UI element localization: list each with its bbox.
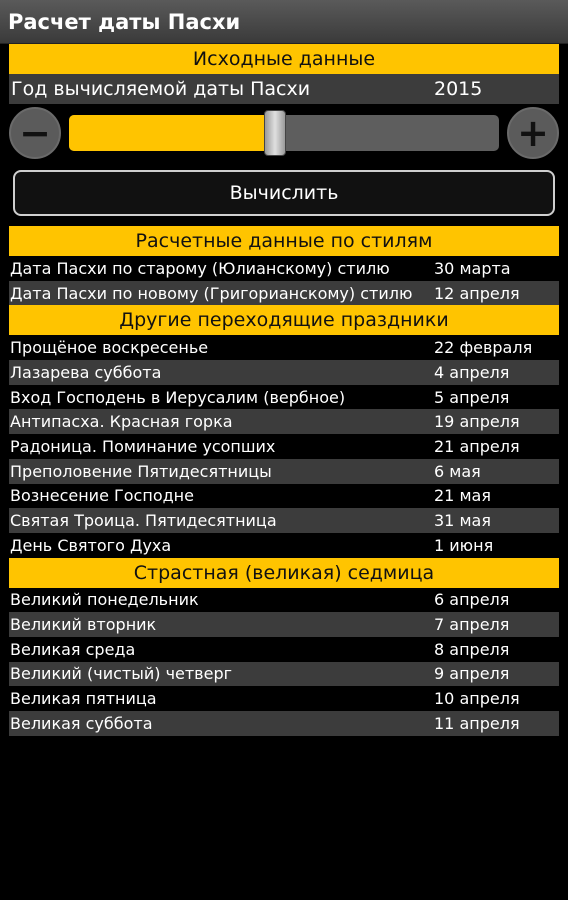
holidays-section-header: Другие переходящие праздники (9, 305, 559, 335)
item-date: 8 апреля (434, 639, 510, 659)
item-date: 4 апреля (434, 362, 510, 382)
item-date: 19 апреля (434, 412, 520, 432)
list-item (9, 256, 559, 281)
calculate-button[interactable]: Вычислить (13, 170, 555, 216)
item-date: 11 апреля (434, 713, 520, 733)
input-section-header: Исходные данные (9, 44, 559, 74)
passion-week-list (9, 588, 559, 736)
item-label: Дата Пасхи по старому (Юлианскому) стилю (10, 258, 390, 278)
year-row (9, 74, 559, 104)
list-item (9, 459, 559, 484)
item-label: Великий вторник (10, 615, 157, 635)
item-label: Великий (чистый) четверг (10, 664, 233, 684)
item-label: Вход Господень в Иерусалим (вербное) (10, 387, 346, 407)
item-date: 9 апреля (434, 664, 510, 684)
list-item (9, 281, 559, 306)
item-label: Великий понедельник (10, 590, 199, 610)
item-label: Дата Пасхи по новому (Григорианскому) стилю (10, 283, 413, 303)
app-title: Расчет даты Пасхи (8, 9, 241, 34)
list-item (9, 335, 559, 360)
item-label: Преполовение Пятидесятницы (10, 461, 272, 481)
list-item (9, 434, 559, 459)
item-label: Великая среда (10, 639, 136, 659)
year-label: Год вычисляемой даты Пасхи (11, 78, 311, 100)
item-date: 31 мая (434, 511, 491, 531)
item-date: 10 апреля (434, 689, 520, 709)
item-label: Вознесение Господне (10, 486, 194, 506)
item-date: 6 мая (434, 461, 481, 481)
minus-icon: − (19, 111, 51, 155)
year-slider[interactable] (69, 115, 499, 151)
item-date: 1 июня (434, 535, 494, 555)
year-value: 2015 (434, 78, 483, 100)
slider-fill (69, 115, 275, 151)
list-item (9, 533, 559, 558)
decrement-button[interactable] (9, 107, 61, 159)
item-label: Великая суббота (10, 713, 153, 733)
list-item (9, 508, 559, 533)
item-date: 30 марта (434, 258, 511, 278)
item-label: День Святого Духа (10, 535, 172, 555)
main-content (0, 44, 568, 736)
list-item (9, 637, 559, 662)
item-label: Антипасха. Красная горка (10, 412, 233, 432)
list-item (9, 612, 559, 637)
styles-list (9, 256, 559, 305)
item-label: Радоница. Поминание усопших (10, 436, 276, 456)
item-date: 21 мая (434, 486, 491, 506)
item-label: Прощёное воскресенье (10, 338, 209, 358)
passion-section-header: Страстная (великая) седмица (9, 558, 559, 588)
styles-section-header: Расчетные данные по стилям (9, 226, 559, 256)
list-item (9, 360, 559, 385)
list-item (9, 662, 559, 687)
list-item (9, 484, 559, 509)
list-item (9, 711, 559, 736)
list-item (9, 686, 559, 711)
year-slider-row (9, 104, 559, 162)
item-date: 6 апреля (434, 590, 510, 610)
holidays-list (9, 335, 559, 557)
item-label: Великая пятница (10, 689, 157, 709)
title-bar (0, 0, 568, 44)
increment-button[interactable] (507, 107, 559, 159)
list-item (9, 385, 559, 410)
item-date: 5 апреля (434, 387, 510, 407)
item-date: 7 апреля (434, 615, 510, 635)
list-item (9, 409, 559, 434)
item-date: 12 апреля (434, 283, 520, 303)
slider-thumb[interactable] (264, 110, 286, 156)
plus-icon: + (517, 111, 549, 155)
item-label: Святая Троица. Пятидесятница (10, 511, 277, 531)
item-date: 21 апреля (434, 436, 520, 456)
item-label: Лазарева суббота (10, 362, 162, 382)
list-item (9, 588, 559, 613)
item-date: 22 февраля (434, 338, 533, 358)
